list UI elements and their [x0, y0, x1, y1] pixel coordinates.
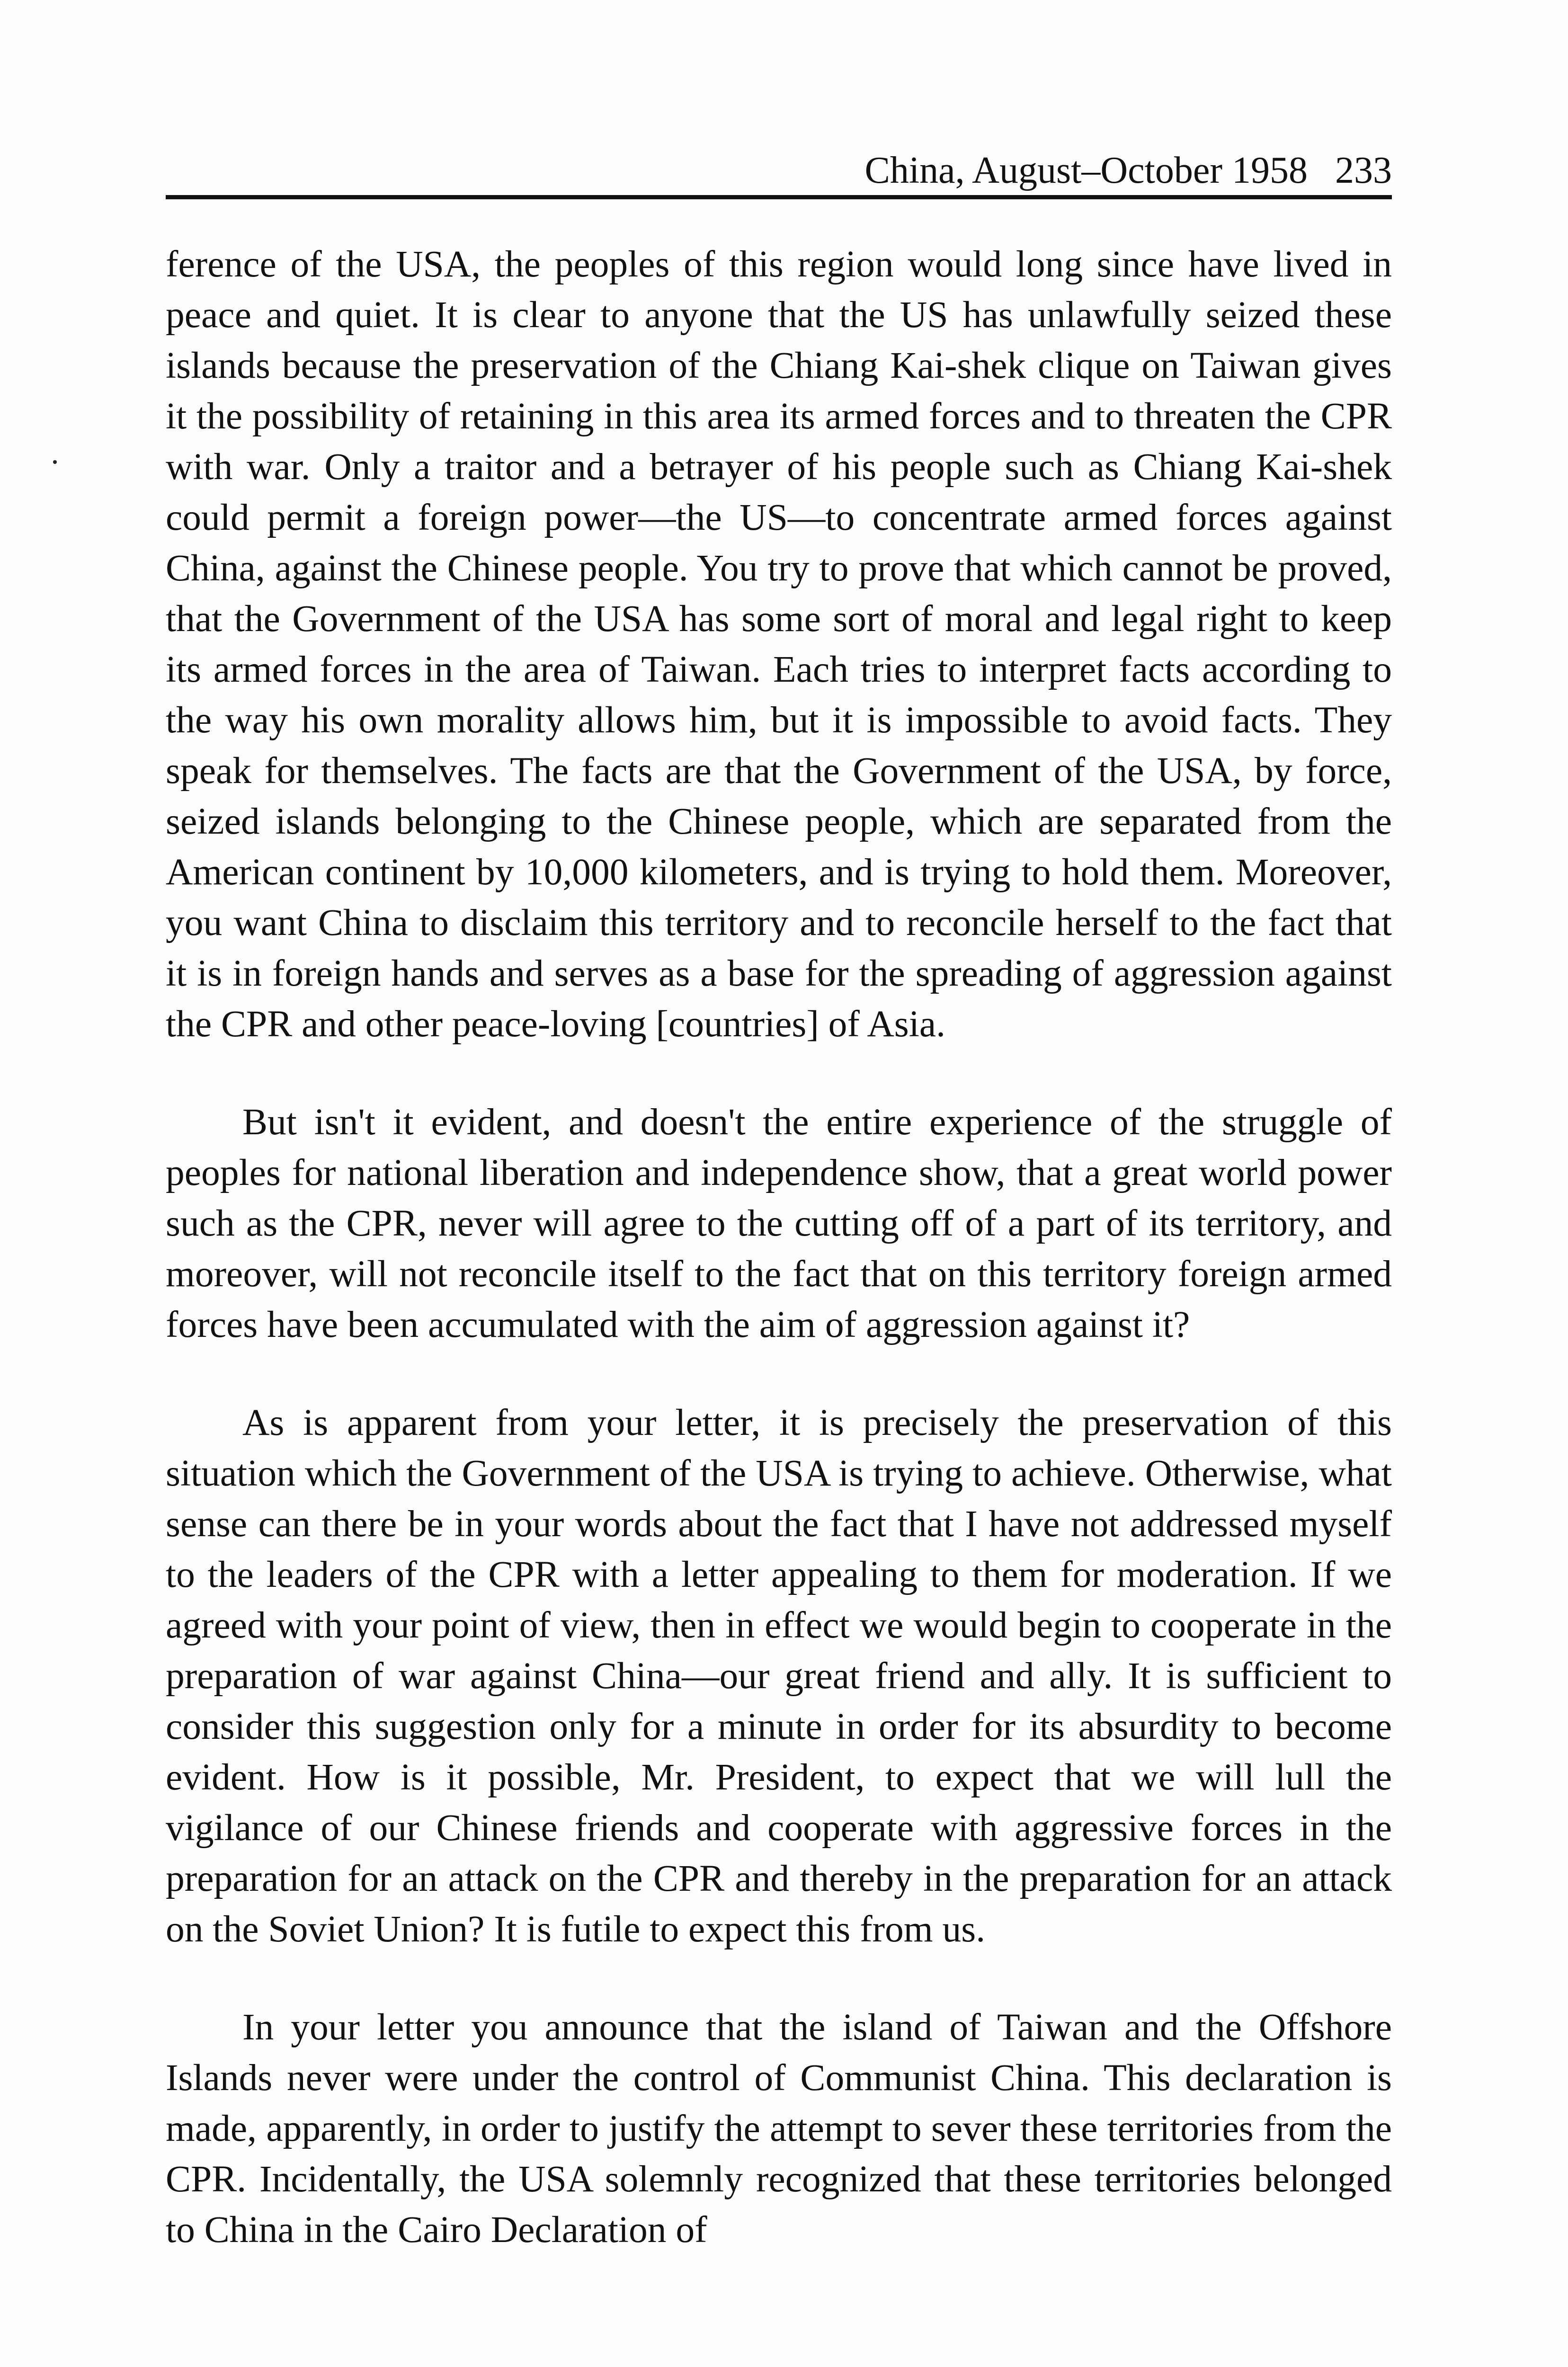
header-rule — [166, 195, 1392, 199]
scan-speck — [53, 460, 57, 464]
paragraph: As is apparent from your letter, it is precisely the preservation of this situation which the Government of the USA is trying to achieve. Otherwise, what sense can there be in your words about the fact that I have not addressed myself to the leaders of the CPR with a letter appealing to them for moderation. If we agreed with your point of view, then in effect we would begin to cooperate in the preparation of war against China—our great friend and ally. It is sufficient to consider this suggestion only for a minute in order for its absurdity to become evident. How is it possible, Mr. President, to expect that we will lull the vigilance of our Chinese friends and cooperate with aggressive forces in the preparation for an attack on the CPR and thereby in the preparation for an attack on the Soviet Union? It is futile to expect this from us. — [166, 1402, 1392, 1950]
paragraph-continued: ference of the USA, the peoples of this region would long since have lived in peace and quiet. It is clear to anyone that the US has unlawfully seized these islands because the preservation of the Chiang Kai-shek clique on Taiwan gives it the possibility of retaining in this area its armed forces and to threaten the CPR with war. Only a traitor and a betrayer of his people such as Chiang Kai-shek could permit a foreign power—the US—to concentrate armed forces against China, against the Chinese people. You try to prove that which cannot be proved, that the Government of the USA has some sort of moral and legal right to keep its armed forces in the area of Taiwan. Each tries to interpret facts according to the way his own morality allows him, but it is impossible to avoid facts. They speak for themselves. The facts are that the Government of the USA, by force, seized islands belonging to the Chinese people, which are separated from the American continent by 10,000 kilometers, and is trying to hold them. Moreover, you want China to disclaim this territory and to reconcile herself to the fact that it is in foreign hands and serves as a base for the spreading of aggression against the CPR and other peace-loving [countries] of Asia. — [166, 243, 1392, 1045]
body-text — [166, 239, 1392, 2255]
paragraph: But isn't it evident, and doesn't the entire experience of the struggle of peoples for national liberation and independence show, that a great world power such as the CPR, never will agree to the cutting off of a part of its territory, and moreover, will not reconcile itself to the fact that on this territory foreign armed forces have been accumulated with the aim of aggression against it? — [166, 1101, 1392, 1345]
paragraph: In your letter you announce that the island of Taiwan and the Offshore Islands never were under the control of Communist China. This declaration is made, apparently, in order to justify the attempt to sever these territories from the CPR. Incidentally, the USA solemnly recognized that these territories belonged to China in the Cairo Declaration of — [166, 2006, 1392, 2251]
page-number: 233 — [1335, 150, 1392, 191]
running-title: China, August–October 1958 — [864, 150, 1308, 191]
running-head — [166, 144, 1392, 189]
